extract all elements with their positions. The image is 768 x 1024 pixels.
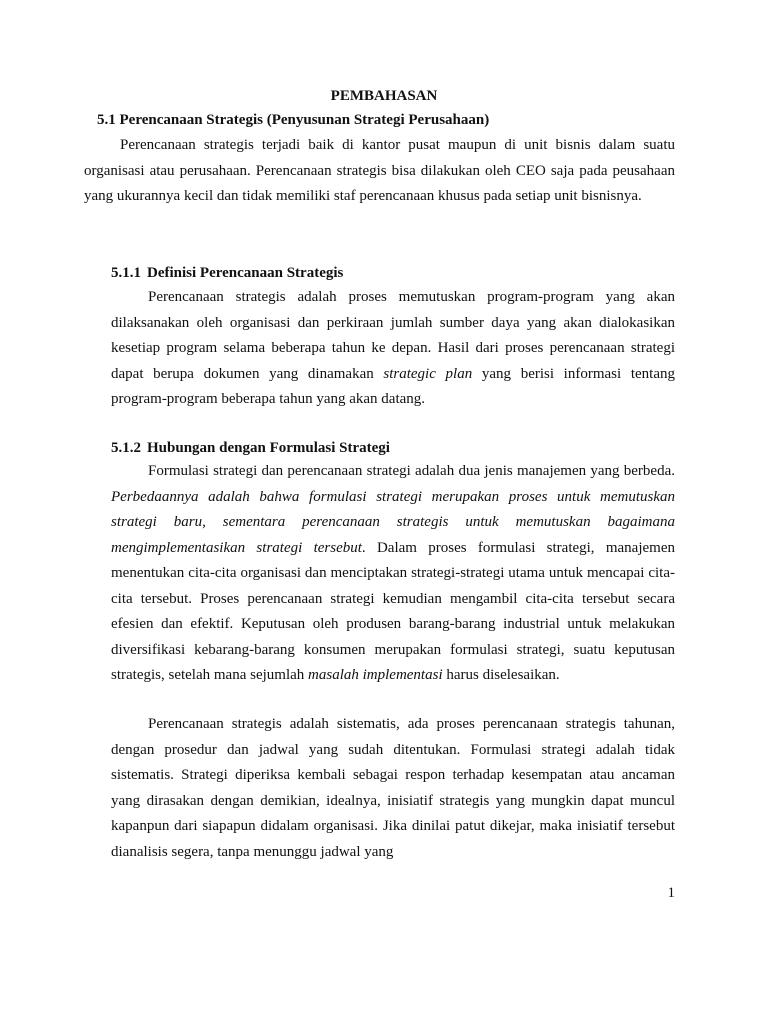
subsection-1-paragraph (111, 285, 675, 413)
section-heading: 5.1 Perencanaan Strategis (Penyusunan Strategi Perusahaan) (97, 112, 490, 128)
subsection-2-heading (111, 438, 390, 458)
subsection-1-italic-term: strategic plan (383, 365, 473, 382)
subsection-1-text-start: Perencanaan strategis adalah proses memutuskan program-program yang akan dilaksanakan oleh organisasi dan perkiraan jumlah sumber daya yang akan dialokasikan kesetiap program selama beberapa tahun ke depan. Hasil dari proses perencanaan strategi dapat berupa dokumen yang dinamakan (111, 289, 675, 382)
subsection-2-text-middle: . Dalam proses formulasi strategi, manajemen menentukan cita-cita organisasi dan menciptakan strategi-strategi utama untuk mencapai cita-cita tersebut. Proses perencanaan strategi kemudian mengambil cita-cita tersebut secara efesien dan efektif. Keputusan oleh produsen barang-barang industrial untuk melakukan diversifikasi kebarang-barang konsumen merupakan formulasi strategi, suatu keputusan strategis, setelah mana sejumlah (111, 539, 675, 683)
subsection-2-text-end: harus diselesaikan. (442, 667, 560, 683)
subsection-2-italic-definition: Perbedaannya adalah bahwa formulasi strategi merupakan proses untuk memutuskan strategi baru, sementara perencanaan strategis untuk memutuskan bagaimana mengimplementasikan strategi tersebut (111, 488, 675, 556)
subsection-2-text-start: Formulasi strategi dan perencanaan strategi adalah dua jenis manajemen yang berbeda. (148, 463, 675, 479)
subsection-2-paragraph-1 (111, 459, 675, 689)
page-number: 1 (667, 885, 675, 901)
subsection-2-italic-term: masalah implementasi (308, 667, 443, 683)
subsection-1-heading (111, 263, 343, 283)
subsection-1-number: 5.1.1 (111, 265, 141, 281)
document-title: PEMBAHASAN (330, 88, 438, 104)
subsection-1-text-end: yang berisi informasi tentang program-program beberapa tahun yang akan datang. (111, 365, 675, 407)
subsection-1-title: Definisi Perencanaan Strategis (147, 265, 344, 281)
subsection-2-number: 5.1.2 (111, 440, 141, 456)
subsection-2-paragraph-2: Perencanaan strategis adalah sistematis, ada proses perencanaan strategis tahunan, dengan prosedur dan jadwal yang sudah ditentukan. Formulasi strategi adalah tidak sistematis. Strategi diperiksa kembali sebagai respon terhadap kesempatan atau ancaman yang dirasakan dengan demikian, idealnya, inisiatif strategis yang mungkin dapat muncul kapanpun dari siapapun didalam organisasi. Jika dinilai patut dikejar, maka inisiatif tersebut dianalisis segera, tanpa menunggu jadwal yang (111, 716, 675, 860)
subsection-2-title: Hubungan dengan Formulasi Strategi (147, 440, 390, 456)
section-intro-paragraph: Perencanaan strategis terjadi baik di kantor pusat maupun di unit bisnis dalam suatu organisasi atau perusahaan. Perencanaan strategis bisa dilakukan oleh CEO saja pada peusahaan yang ukurannya kecil dan tidak memiliki staf perencanaan khusus pada setiap unit bisnisnya. (84, 137, 675, 204)
